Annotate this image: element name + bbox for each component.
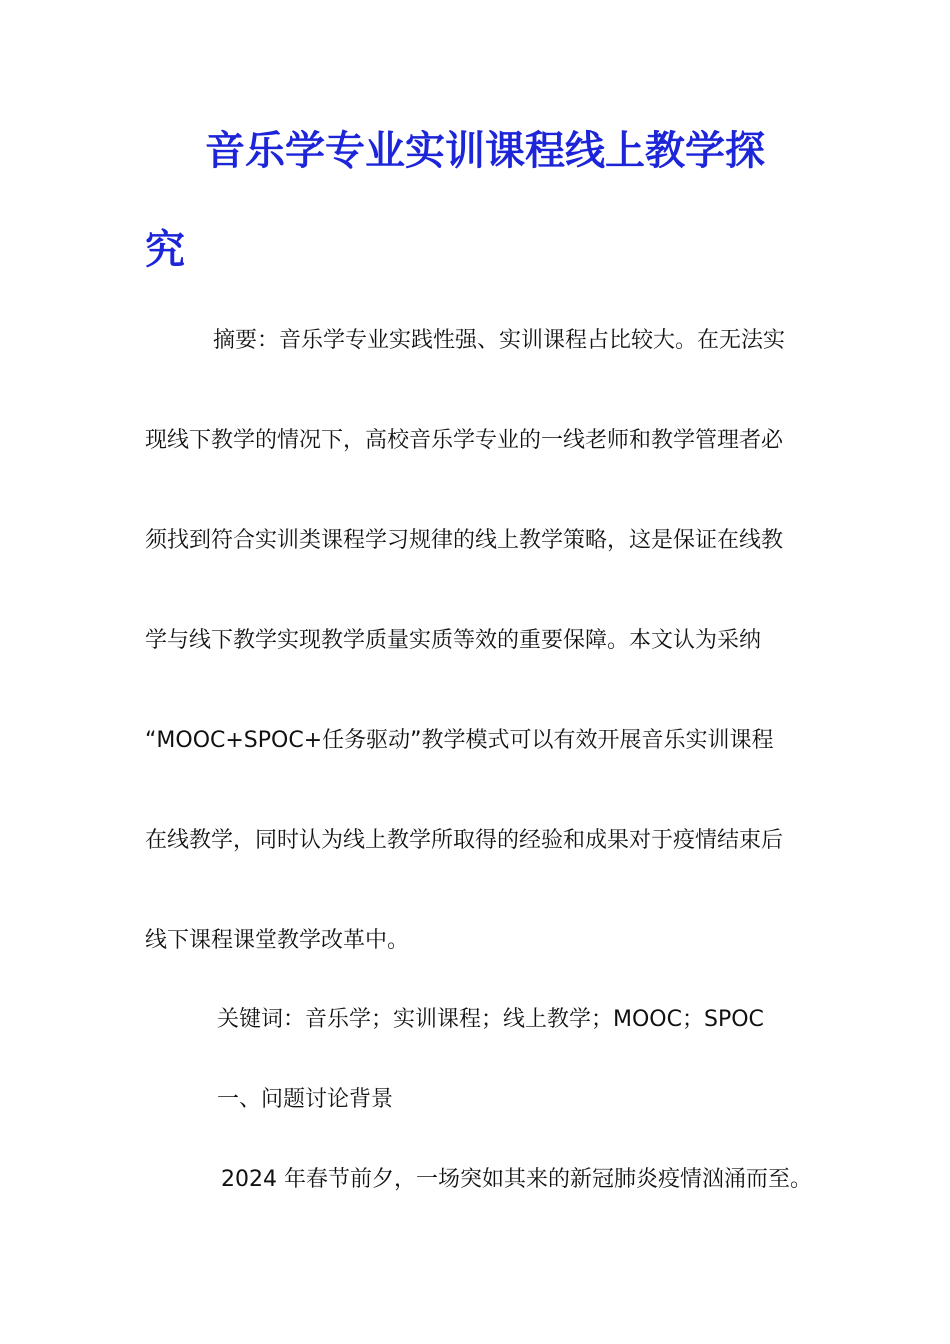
document-title-line-1: 音乐学专业实训课程线上教学探 bbox=[205, 127, 765, 174]
abstract-line: 线下课程课堂教学改革中。 bbox=[145, 928, 410, 953]
keywords-line: 关键词：音乐学；实训课程；线上教学；MOOC；SPOC bbox=[217, 1007, 764, 1032]
abstract-line: 现线下教学的情况下，高校音乐学专业的一线老师和教学管理者必 bbox=[145, 428, 784, 453]
abstract-line: 在线教学，同时认为线上教学所取得的经验和成果对于疫情结束后 bbox=[145, 828, 784, 853]
document-title-line-2: 究 bbox=[145, 226, 185, 273]
section-heading: 一、问题讨论背景 bbox=[217, 1087, 394, 1112]
abstract-line: 摘要：音乐学专业实践性强、实训课程占比较大。在无法实 bbox=[213, 328, 786, 353]
abstract-line: 须找到符合实训类课程学习规律的线上教学策略，这是保证在线教 bbox=[145, 528, 784, 553]
abstract-line: 学与线下教学实现教学质量实质等效的重要保障。本文认为采纳 bbox=[145, 628, 762, 653]
body-paragraph-line: 2024 年春节前夕，一场突如其来的新冠肺炎疫情汹涌而至。 bbox=[221, 1167, 812, 1192]
abstract-line: “MOOC+SPOC+任务驱动”教学模式可以有效开展音乐实训课程 bbox=[145, 728, 774, 753]
